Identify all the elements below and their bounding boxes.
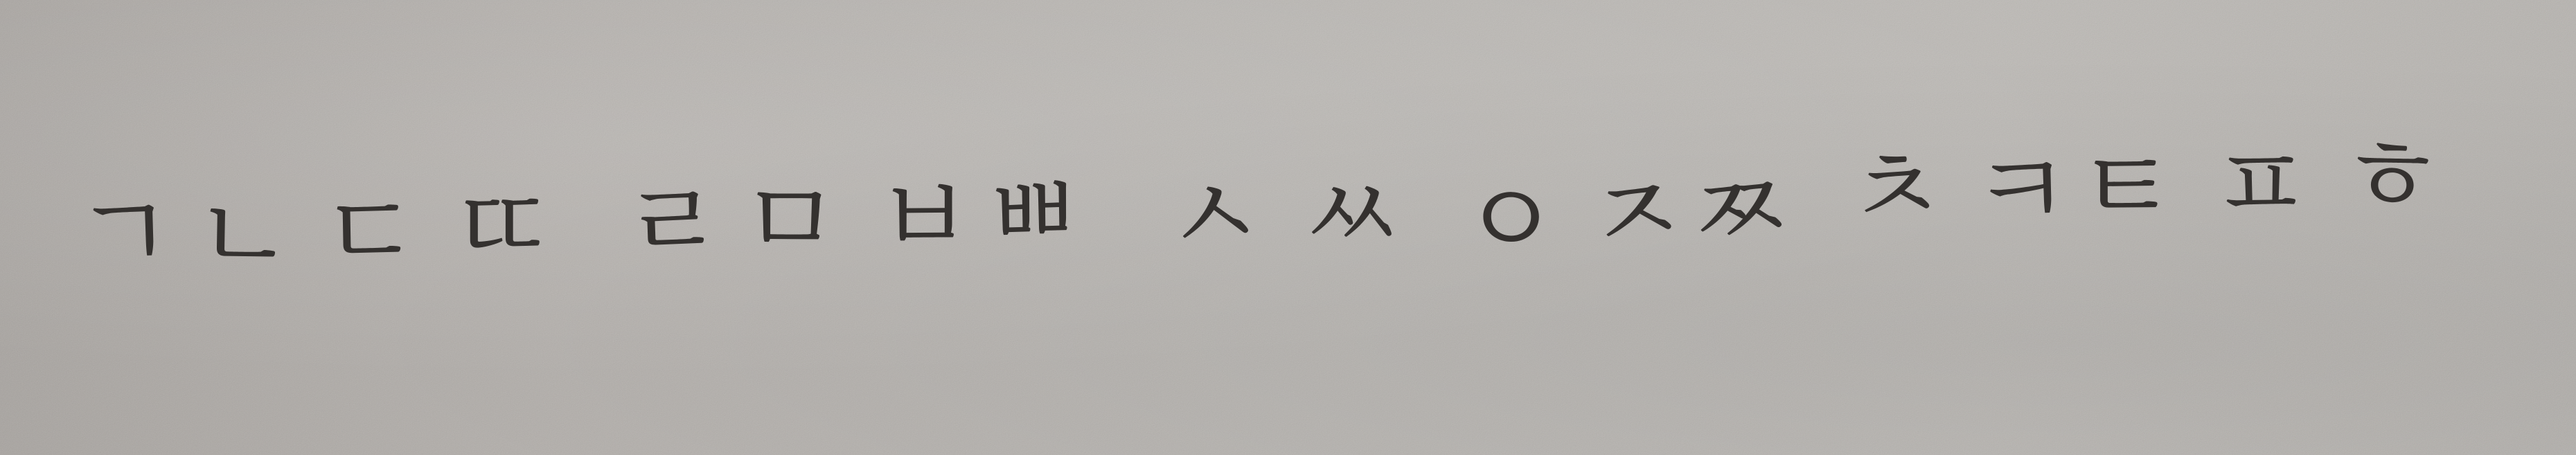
letter-tieut: ㅌ <box>2077 127 2177 248</box>
letter-ieung: ㅇ <box>1459 159 1562 283</box>
letter-kieuk: ㅋ <box>1969 128 2074 253</box>
letter-bieup: ㅂ <box>874 158 975 278</box>
letter-rieul: ㄹ <box>621 161 726 286</box>
letter-pieup: ㅍ <box>2211 125 2311 245</box>
letter-nieun: ㄴ <box>193 175 296 298</box>
letter-giyeok: ㄱ <box>73 171 177 296</box>
letter-digeut: ㄷ <box>319 172 422 295</box>
letter-mieum: ㅁ <box>738 159 842 283</box>
letter-hieut: ㅎ <box>2339 114 2444 239</box>
letter-siot: ㅅ <box>1160 152 1268 279</box>
letter-ssangjieut: ㅉ <box>1685 147 1796 276</box>
letter-ssangsiot: ㅆ <box>1300 152 1405 276</box>
letter-ssangbieup: ㅃ <box>982 151 1085 274</box>
letter-ssangdigeut: ㄸ <box>453 168 553 288</box>
letter-jieut: ㅈ <box>1580 148 1693 280</box>
letter-chieut: ㅊ <box>1842 126 1949 252</box>
